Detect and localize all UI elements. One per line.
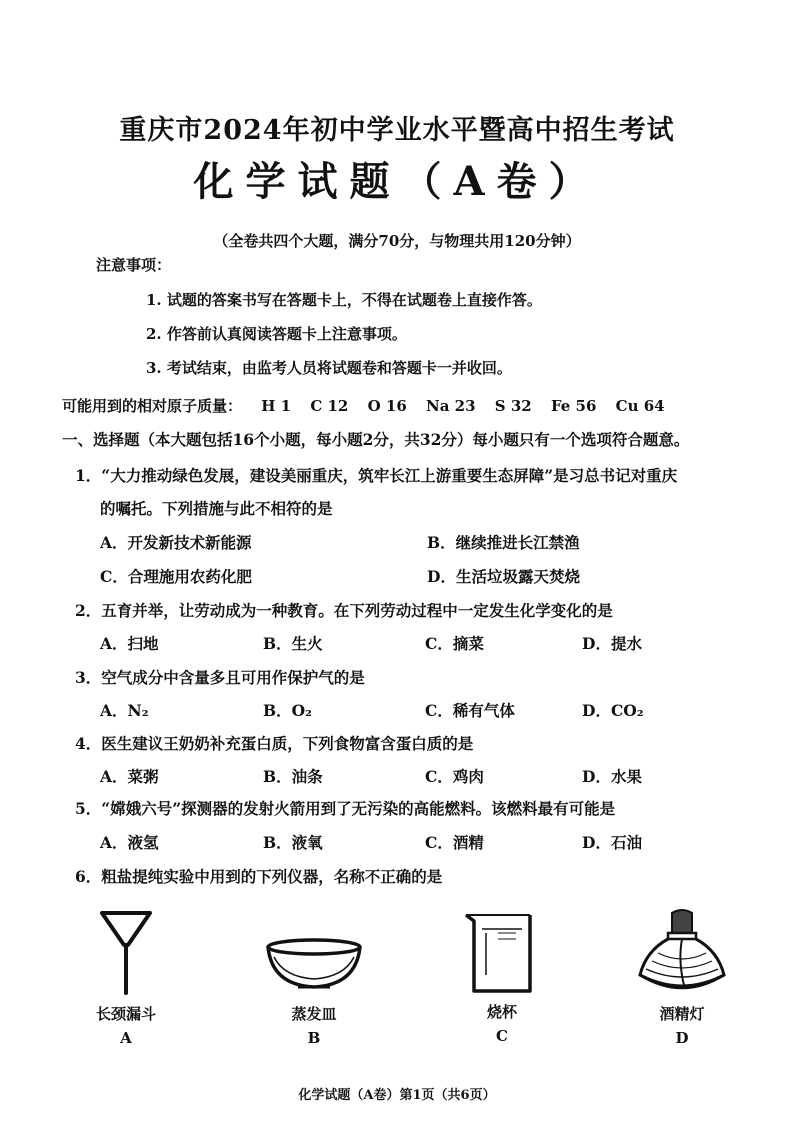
question-4-option-c: C．鸡肉 [425,767,484,786]
question-3-option-b: B．O₂ [263,701,312,720]
question-5-option-d: D．石油 [582,833,642,852]
note-item: 3. 考试结束，由监考人员将试题卷和答题卡一并收回。 [146,359,512,377]
atomic-masses-label: 可能用到的相对原子质量： [62,397,243,415]
question-4-option-d: D．水果 [582,767,642,786]
figure-c-letter: C [496,1027,508,1045]
question-3-option-d: D．CO₂ [582,701,644,720]
question-5-option-a: A．液氢 [100,833,159,852]
question-2-option-d: D．提水 [582,634,642,653]
figure-d-letter: D [675,1029,689,1047]
evaporating-dish-icon [254,905,374,1000]
exam-scope: （全卷共四个大题，满分70分，与物理共用120分钟） [213,232,581,250]
question-2-stem: 2．五育并举，让劳动成为一种教育。在下列劳动过程中一定发生化学变化的是 [75,601,613,620]
question-2-option-c: C．摘菜 [425,634,484,653]
question-5-stem: 5．“嫦娥六号”探测器的发射火箭用到了无污染的高能燃料。该燃料最有可能是 [75,799,616,818]
question-2-option-b: B．生火 [263,634,323,653]
question-2-option-a: A．扫地 [100,634,159,653]
notes-title: 注意事项： [96,256,172,274]
question-3-option-c: C．稀有气体 [425,701,515,720]
question-6-stem: 6．粗盐提纯实验中用到的下列仪器，名称不正确的是 [75,867,443,886]
note-item: 1. 试题的答案书写在答题卡上，不得在试题卷上直接作答。 [146,291,542,309]
question-1-stem: 1．“大力推动绿色发展，建设美丽重庆，筑牢长江上游重要生态屏障”是习总书记对重庆 [75,466,678,485]
long-neck-funnel-icon [66,905,186,1000]
beaker-icon [442,905,562,1000]
atomic-mass-value: O 16 [367,397,407,415]
atomic-mass-value: Fe 56 [550,397,597,415]
figure-a-label: 长颈漏斗 [95,1005,156,1023]
figure-d [622,905,742,1047]
question-1-option-d: D．生活垃圾露天焚烧 [427,567,580,586]
figure-c-label: 烧杯 [486,1003,517,1021]
figure-a-letter: A [120,1029,132,1047]
figure-b-letter: B [307,1029,321,1047]
question-4-stem: 4．医生建议王奶奶补充蛋白质，下列食物富含蛋白质的是 [75,734,474,753]
figure-d-label: 酒精灯 [659,1005,705,1023]
figure-b [254,905,374,1047]
question-3-stem: 3．空气成分中含量多且可用作保护气的是 [75,668,365,687]
note-item: 2. 作答前认真阅读答题卡上注意事项。 [146,325,407,343]
question-1-option-c: C．合理施用农药化肥 [100,567,252,586]
atomic-mass-value: Na 23 [426,397,476,415]
question-1-option-a: A．开发新技术新能源 [100,533,252,552]
figure-c [442,905,562,1045]
section-heading: 一、选择题（本大题包括16个小题，每小题2分，共32分）每小题只有一个选项符合题意。 [62,430,690,449]
question-1-stem-cont: 的嘱托。下列措施与此不相符的是 [100,499,333,518]
figure-a [66,905,186,1047]
question-1-option-b: B．继续推进长江禁渔 [427,533,580,552]
atomic-mass-value: H 1 [261,397,292,415]
question-5-option-b: B．液氧 [263,833,323,852]
question-5-option-c: C．酒精 [425,833,484,852]
exam-title: 重庆市2024年初中学业水平暨高中招生考试 [119,115,675,146]
page-footer: 化学试题（A卷）第1页（共6页） [298,1088,496,1103]
alcohol-lamp-icon [622,905,742,1000]
figure-b-label: 蒸发皿 [291,1005,337,1023]
question-4-option-b: B．油条 [263,767,323,786]
atomic-mass-value: Cu 64 [615,397,665,415]
atomic-masses [62,395,679,416]
subject-title: 化学试题（A卷） [193,158,601,205]
atomic-mass-value: C 12 [310,397,349,415]
question-3-option-a: A．N₂ [100,701,149,720]
atomic-mass-value: S 32 [494,397,532,415]
question-4-option-a: A．菜粥 [100,767,159,786]
